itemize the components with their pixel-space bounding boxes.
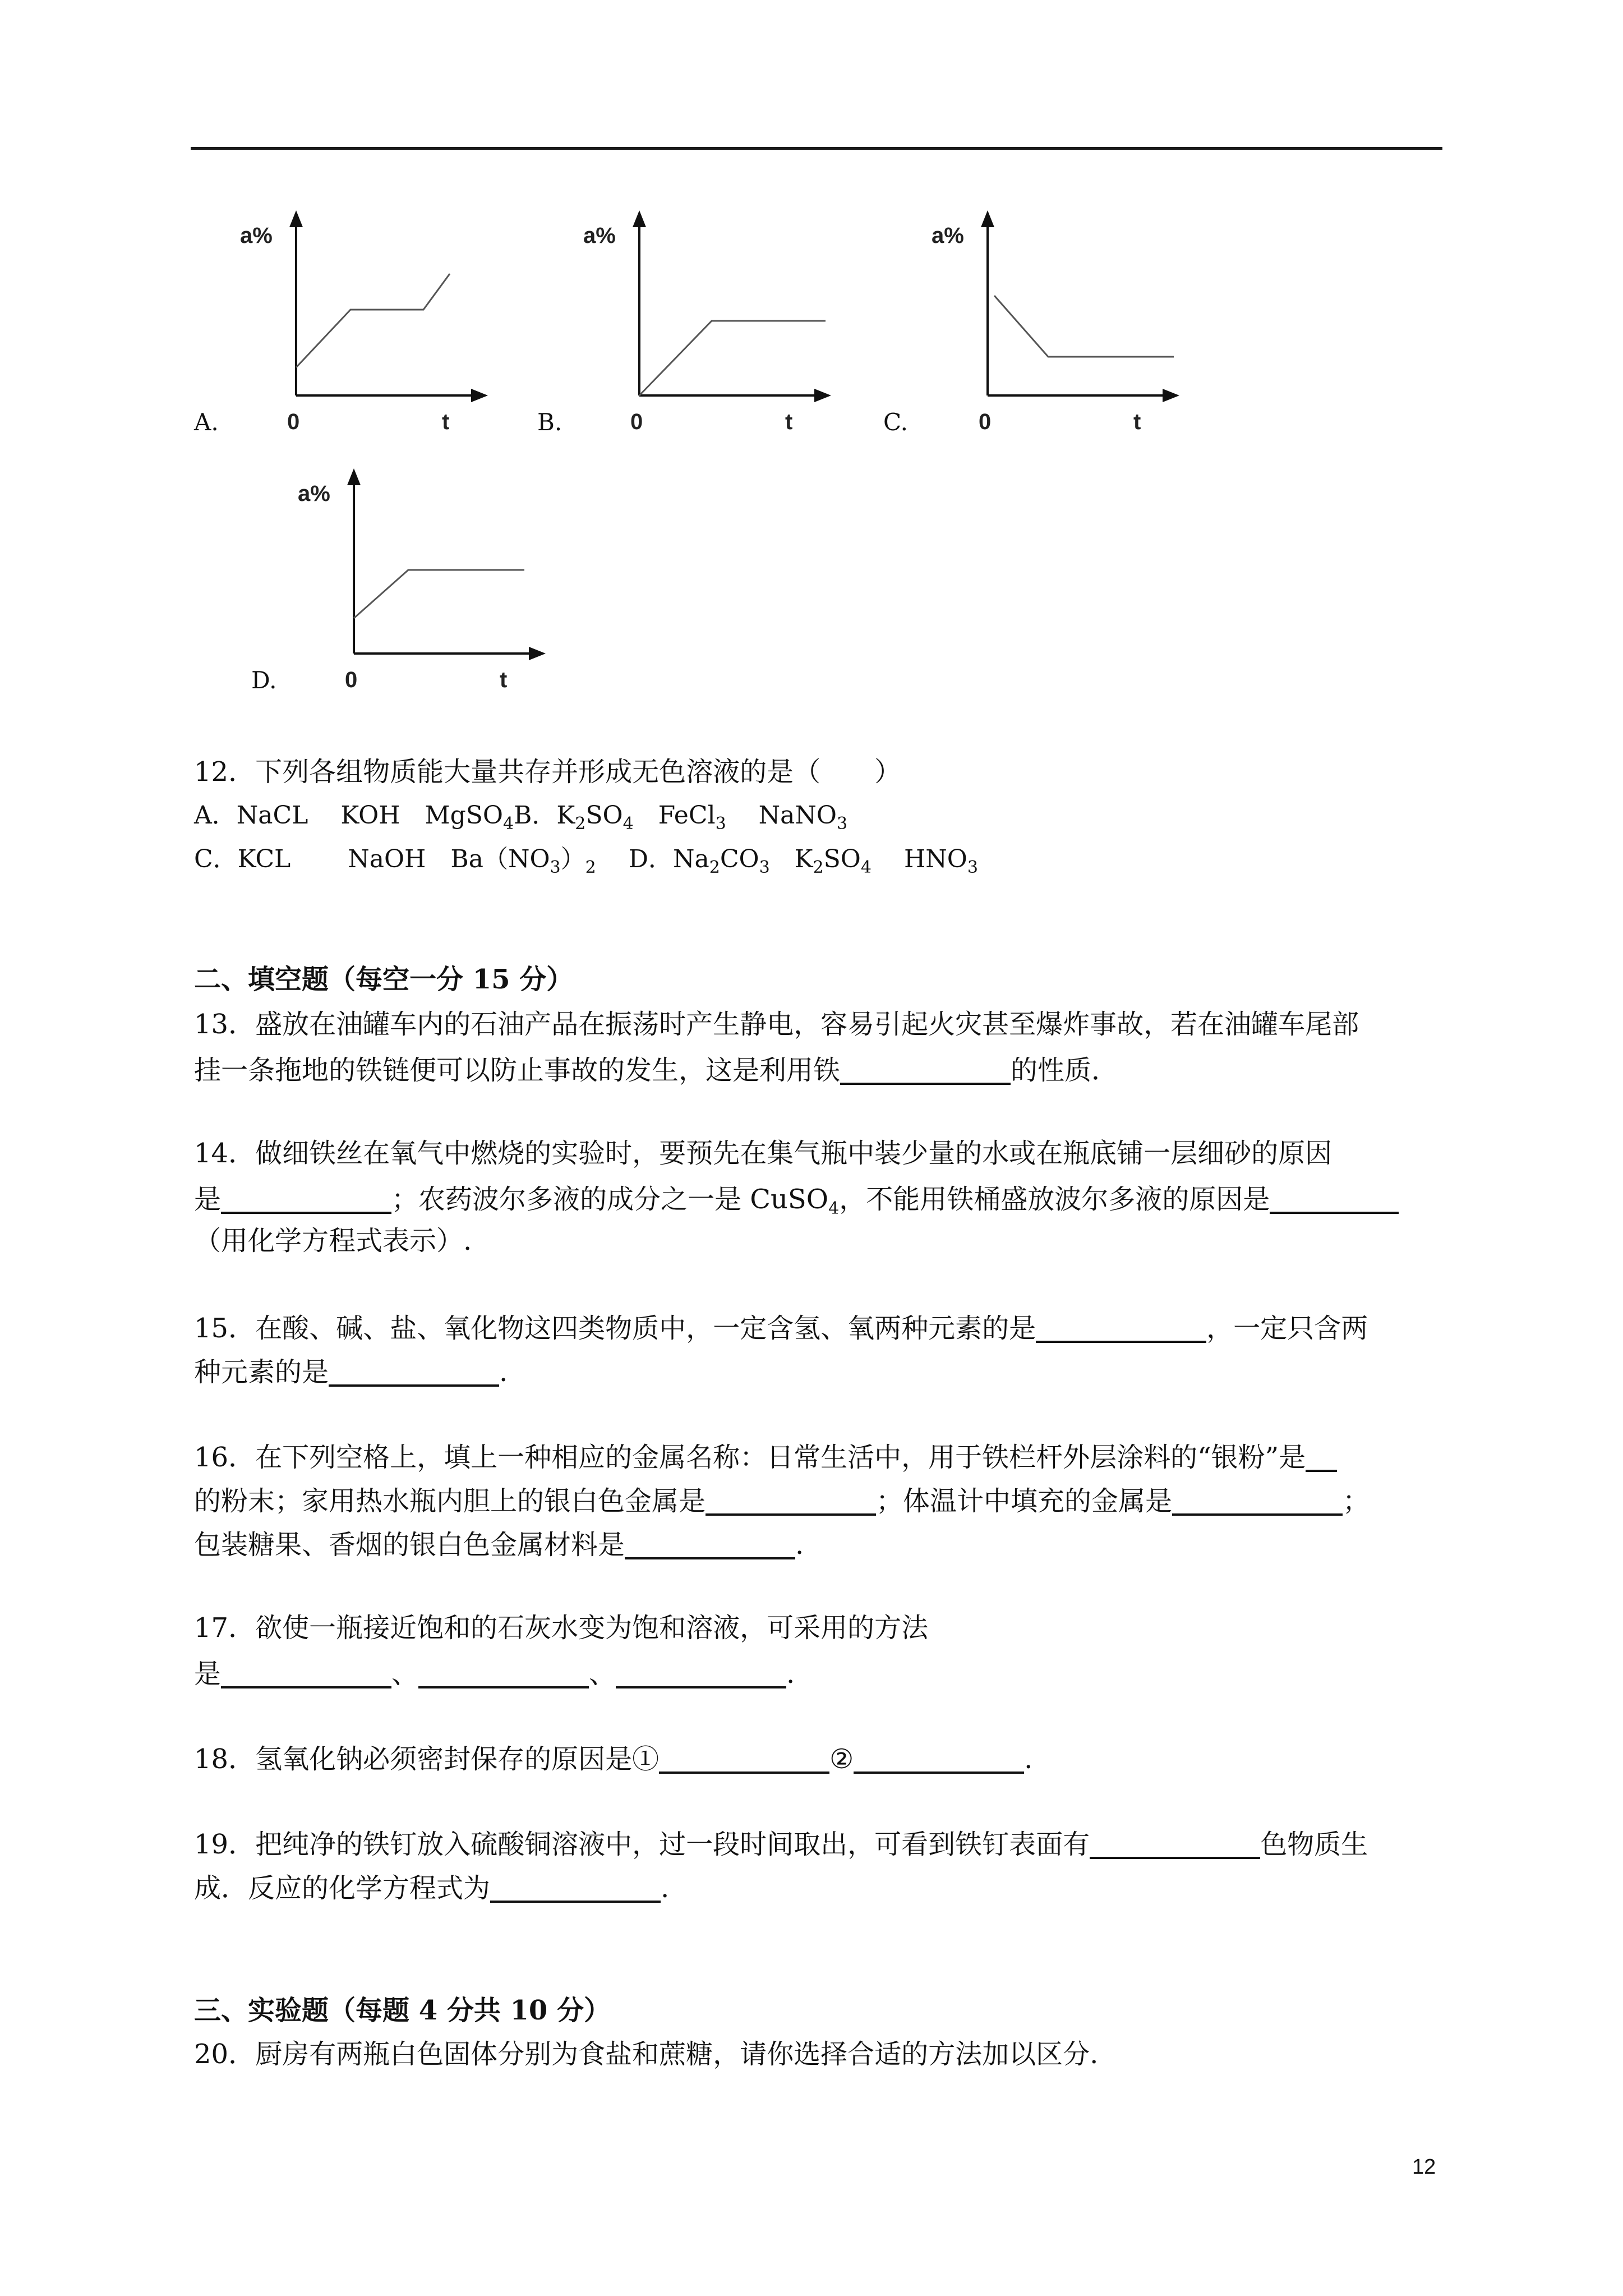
q17-blank-1[interactable] <box>221 1658 391 1688</box>
graph-d-origin: 0 <box>345 668 358 692</box>
graph-b-y-label: a% <box>583 223 616 248</box>
option-d-letter: D. <box>251 666 277 694</box>
option-c-letter: C. <box>883 408 908 436</box>
q18-line: 18．氢氧化钠必须密封保存的原因是① ② . <box>194 1743 1033 1775</box>
graph-c <box>916 205 1185 440</box>
q17-blank-3[interactable] <box>616 1658 786 1688</box>
q14-line-3: （用化学方程式表示）. <box>194 1225 472 1257</box>
graph-a-x-label: t <box>442 409 450 434</box>
q17-line-1: 17．欲使一瓶接近饱和的石灰水变为饱和溶液，可采用的方法 <box>194 1612 929 1644</box>
graph-a-origin: 0 <box>287 409 300 434</box>
q15-line-2: 种元素的是 . <box>194 1356 508 1388</box>
graph-d <box>282 463 551 698</box>
q14-line-2: 是 ；农药波尔多液的成分之一是 CuSO$_4$，不能用铁桶盛放波尔多液的原因是 <box>194 1184 1399 1217</box>
q18-blank-1[interactable] <box>659 1743 829 1774</box>
q16-line-2: 的粉末；家用热水瓶内胆上的银白色金属是 ；体温计中填充的金属是 ； <box>194 1485 1370 1517</box>
graph-d-x-label: t <box>500 668 508 692</box>
q19-line-1: 19．把纯净的铁钉放入硫酸铜溶液中，过一段时间取出，可看到铁钉表面有 色物质生 <box>194 1829 1368 1860</box>
q14-blank-2[interactable] <box>1270 1184 1399 1214</box>
q17-blank-2[interactable] <box>418 1658 589 1688</box>
q18-blank-2[interactable] <box>854 1743 1024 1774</box>
q19-line-2: 成．反应的化学方程式为 . <box>194 1872 670 1904</box>
graph-b <box>568 205 837 440</box>
graph-c-curve <box>994 296 1174 357</box>
graph-b-origin: 0 <box>630 409 643 434</box>
q13-line-2: 挂一条拖地的铁链便可以防止事故的发生，这是利用铁 的性质． <box>194 1055 1119 1086</box>
q15-blank-2[interactable] <box>329 1356 499 1387</box>
q16-line-1: 16．在下列空格上，填上一种相应的金属名称：日常生活中，用于铁栏杆外层涂料的“银粉”是 <box>194 1442 1337 1472</box>
q16-blank-2[interactable] <box>706 1485 876 1516</box>
q12-options-row-2: C．KCL NaOH $Ba(NO_3)_2$ D．$Na_2CO_3$ $K_2SO_4$ $HNO_3$ <box>194 845 978 877</box>
option-b-letter: B. <box>537 408 562 436</box>
graph-d-curve <box>354 570 524 618</box>
graph-c-origin: 0 <box>979 409 992 434</box>
q20-line: 20．厨房有两瓶白色固体分别为食盐和蔗糖，请你选择合适的方法加以区分. <box>194 2039 1099 2070</box>
page-number: 12 <box>1412 2155 1436 2179</box>
q16-blank-3[interactable] <box>1172 1485 1343 1516</box>
q16-blank-4[interactable] <box>625 1529 795 1559</box>
graph-a <box>224 205 494 440</box>
q16-blank-1[interactable] <box>1306 1442 1337 1472</box>
q13-blank[interactable] <box>840 1055 1011 1085</box>
header-rule <box>191 147 1442 150</box>
graph-a-y-label: a% <box>240 223 273 248</box>
q14-line-1: 14．做细铁丝在氧气中燃烧的实验时，要预先在集气瓶中装少量的水或在瓶底铺一层细砂的原因 <box>194 1138 1332 1169</box>
q15-line-1: 15．在酸、碱、盐、氧化物这四类物质中，一定含氢、氧两种元素的是 ，一定只含两 <box>194 1313 1368 1344</box>
graph-c-y-label: a% <box>932 223 964 248</box>
q19-blank-2[interactable] <box>490 1872 661 1903</box>
graph-c-x-label: t <box>1133 409 1141 434</box>
q17-line-2: 是 、 、 . <box>194 1658 795 1690</box>
q12-stem: 12．下列各组物质能大量共存并形成无色溶液的是（ ） <box>194 756 902 788</box>
section-2-heading: 二、填空题（每空一分 15 分） <box>194 964 574 995</box>
q16-line-3: 包装糖果、香烟的银白色金属材料是 . <box>194 1529 804 1561</box>
option-a-letter: A. <box>194 408 219 436</box>
q19-blank-1[interactable] <box>1090 1829 1260 1859</box>
graph-a-curve <box>296 274 450 367</box>
graph-b-curve <box>639 321 826 395</box>
q15-blank-1[interactable] <box>1036 1313 1206 1343</box>
section-3-heading: 三、实验题（每题 4 分共 10 分） <box>194 1995 611 2026</box>
graph-d-y-label: a% <box>298 481 330 506</box>
q12-options-row-1: A．NaCL KOH MgSO$_4$B．$K_2SO_4$ FeCl$_3$ NaNO$_3$ <box>194 801 848 834</box>
graph-b-x-label: t <box>785 409 793 434</box>
q14-blank-1[interactable] <box>221 1184 391 1214</box>
q13-line-1: 13．盛放在油罐车内的石油产品在振荡时产生静电，容易引起火灾甚至爆炸事故，若在油罐车尾部 <box>194 1009 1359 1040</box>
